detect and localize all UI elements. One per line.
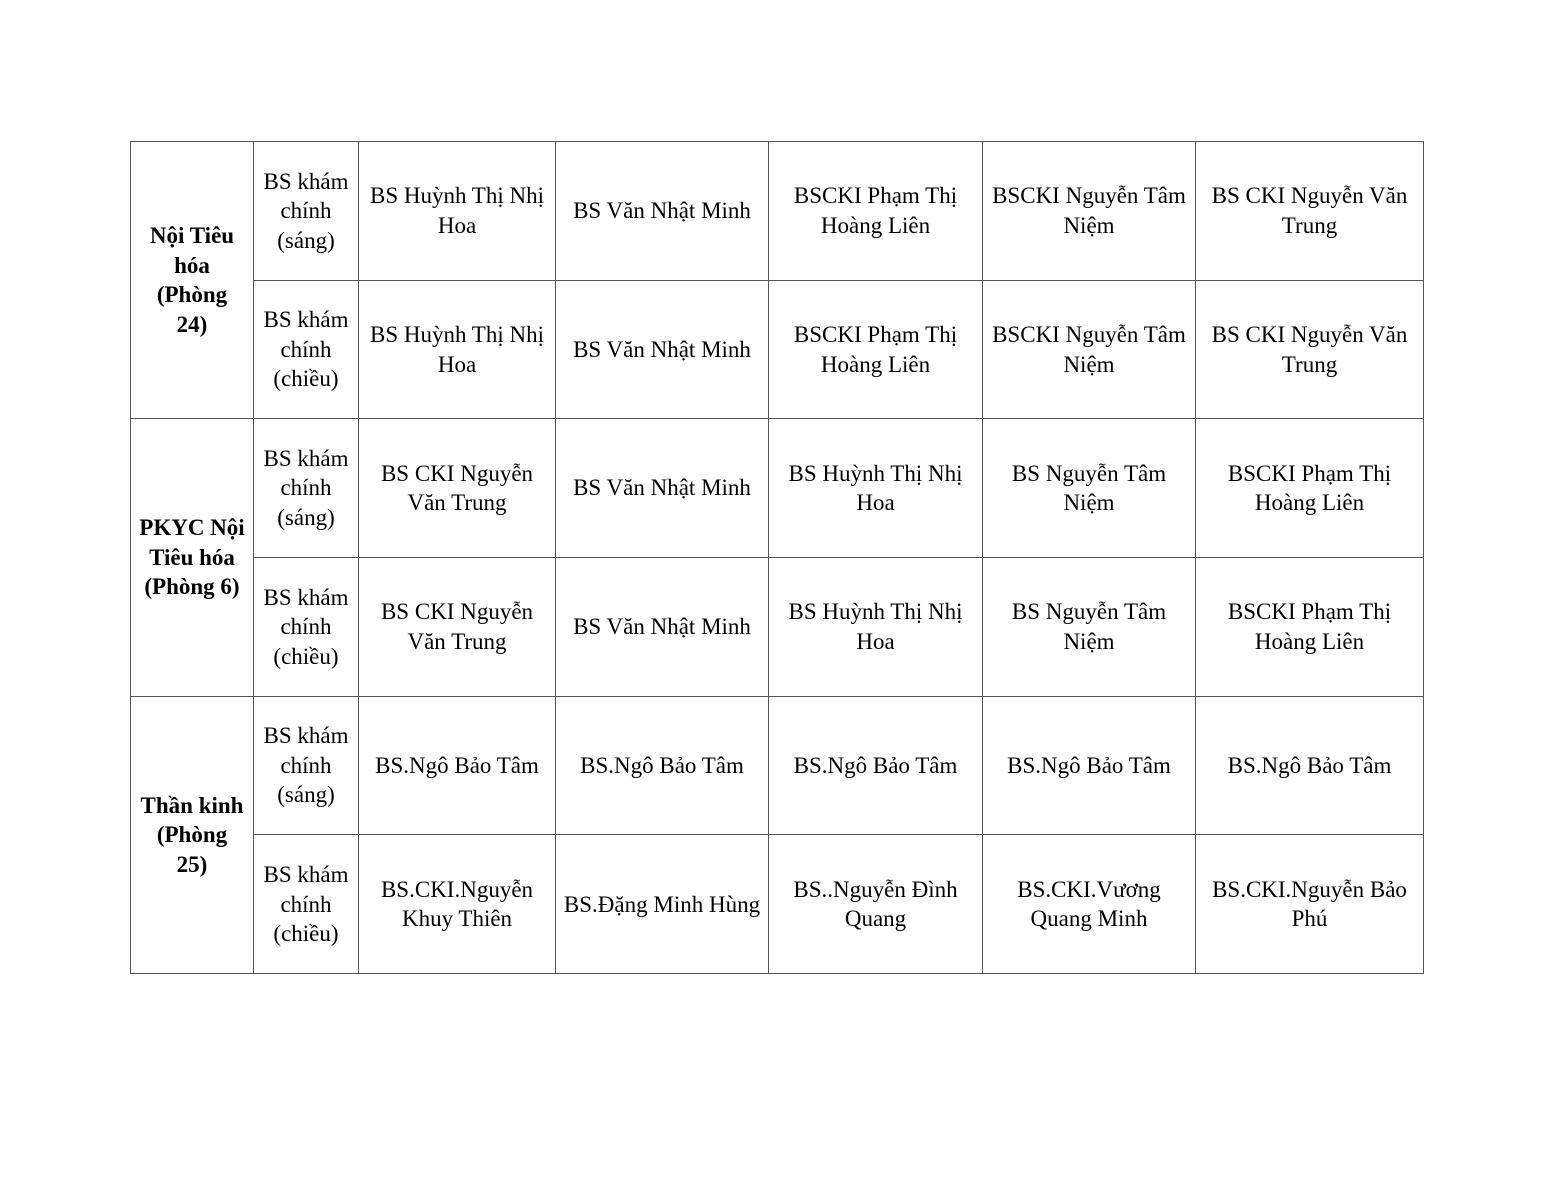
doctor-cell: BS Huỳnh Thị Nhị Hoa bbox=[359, 142, 556, 281]
doctor-cell: BSCKI Phạm Thị Hoàng Liên bbox=[1196, 419, 1424, 558]
doctor-cell: BSCKI Phạm Thị Hoàng Liên bbox=[769, 142, 983, 281]
department-cell: Nội Tiêu hóa (Phòng 24) bbox=[131, 142, 254, 419]
shift-cell: BS khám chính (chiều) bbox=[254, 280, 359, 419]
table-row bbox=[131, 280, 1424, 419]
doctor-cell: BS.CKI.Nguyễn Bảo Phú bbox=[1196, 835, 1424, 974]
doctor-cell: BS Nguyễn Tâm Niệm bbox=[983, 558, 1196, 697]
doctor-cell: BS CKI Nguyễn Văn Trung bbox=[1196, 280, 1424, 419]
doctor-cell: BS Văn Nhật Minh bbox=[556, 280, 769, 419]
doctor-cell: BS Huỳnh Thị Nhị Hoa bbox=[769, 419, 983, 558]
doctor-cell: BS.Ngô Bảo Tâm bbox=[769, 696, 983, 835]
schedule-table bbox=[130, 141, 1424, 974]
doctor-cell: BS.CKI.Vương Quang Minh bbox=[983, 835, 1196, 974]
doctor-cell: BS Huỳnh Thị Nhị Hoa bbox=[769, 558, 983, 697]
shift-cell: BS khám chính (chiều) bbox=[254, 835, 359, 974]
table-row bbox=[131, 142, 1424, 281]
doctor-cell: BS.Đặng Minh Hùng bbox=[556, 835, 769, 974]
doctor-cell: BS Huỳnh Thị Nhị Hoa bbox=[359, 280, 556, 419]
doctor-cell: BS.Ngô Bảo Tâm bbox=[359, 696, 556, 835]
shift-cell: BS khám chính (sáng) bbox=[254, 419, 359, 558]
doctor-cell: BS CKI Nguyễn Văn Trung bbox=[359, 419, 556, 558]
doctor-cell: BS.Ngô Bảo Tâm bbox=[1196, 696, 1424, 835]
shift-cell: BS khám chính (sáng) bbox=[254, 142, 359, 281]
doctor-cell: BS.Ngô Bảo Tâm bbox=[983, 696, 1196, 835]
doctor-cell: BS Văn Nhật Minh bbox=[556, 558, 769, 697]
doctor-cell: BS Văn Nhật Minh bbox=[556, 142, 769, 281]
doctor-cell: BS CKI Nguyễn Văn Trung bbox=[1196, 142, 1424, 281]
table-row bbox=[131, 558, 1424, 697]
doctor-cell: BS CKI Nguyễn Văn Trung bbox=[359, 558, 556, 697]
doctor-cell: BS Văn Nhật Minh bbox=[556, 419, 769, 558]
doctor-cell: BSCKI Phạm Thị Hoàng Liên bbox=[769, 280, 983, 419]
doctor-cell: BS..Nguyễn Đình Quang bbox=[769, 835, 983, 974]
schedule-body bbox=[131, 142, 1424, 974]
department-cell: PKYC Nội Tiêu hóa (Phòng 6) bbox=[131, 419, 254, 696]
table-row bbox=[131, 419, 1424, 558]
doctor-cell: BSCKI Nguyễn Tâm Niệm bbox=[983, 142, 1196, 281]
shift-cell: BS khám chính (chiều) bbox=[254, 558, 359, 697]
department-cell: Thần kinh (Phòng 25) bbox=[131, 696, 254, 973]
doctor-cell: BSCKI Phạm Thị Hoàng Liên bbox=[1196, 558, 1424, 697]
doctor-cell: BS.CKI.Nguyễn Khuy Thiên bbox=[359, 835, 556, 974]
doctor-cell: BSCKI Nguyễn Tâm Niệm bbox=[983, 280, 1196, 419]
doctor-cell: BS Nguyễn Tâm Niệm bbox=[983, 419, 1196, 558]
shift-cell: BS khám chính (sáng) bbox=[254, 696, 359, 835]
table-row bbox=[131, 835, 1424, 974]
doctor-cell: BS.Ngô Bảo Tâm bbox=[556, 696, 769, 835]
table-row bbox=[131, 696, 1424, 835]
